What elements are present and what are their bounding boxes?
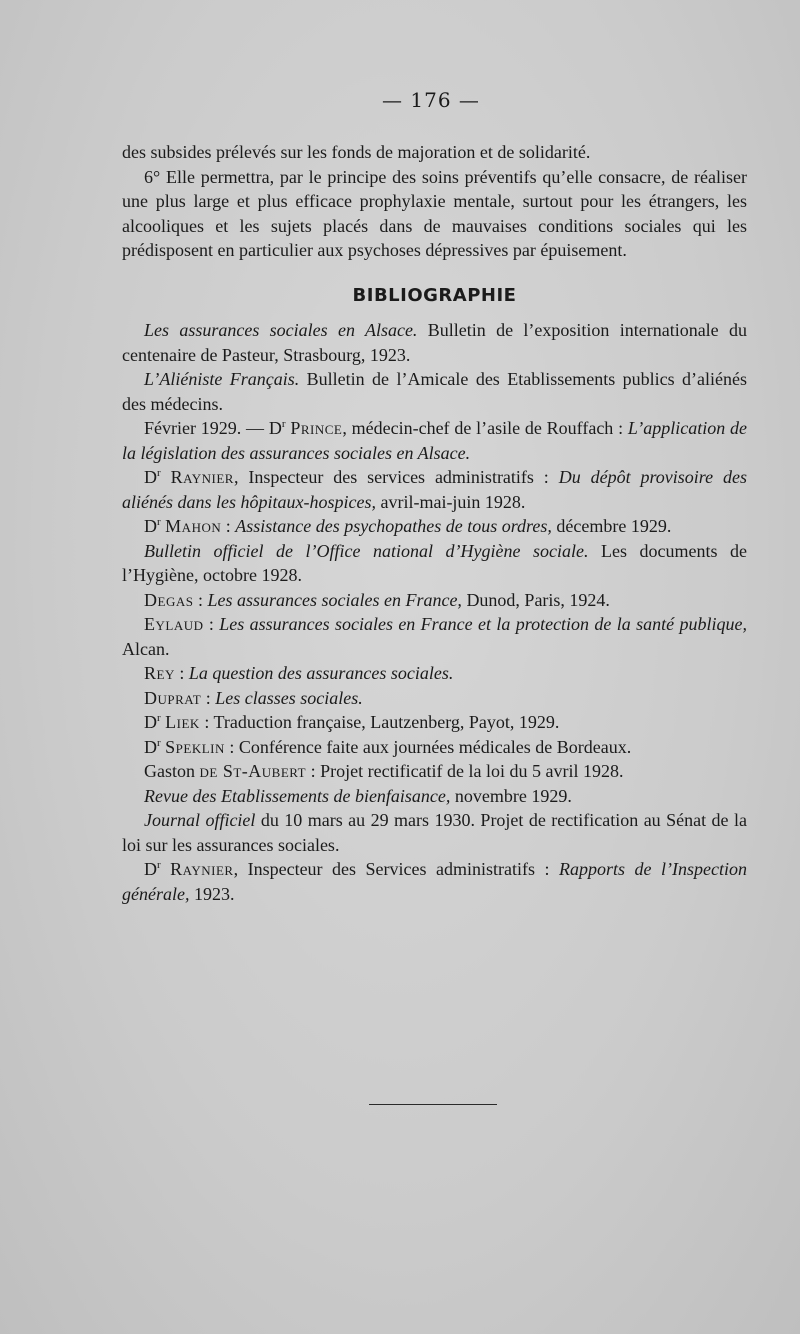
bib-title: Les classes sociales. [215,687,363,708]
bib-entry [122,465,747,514]
bib-details: novembre 1929. [450,785,572,806]
bib-author: Degas [144,589,194,610]
bib-entry [122,808,747,857]
bib-entry [122,612,747,661]
bib-title: Les assurances sociales en France et la protection de la santé publique, [219,614,747,634]
bib-title: Les assurances sociales en France, [207,589,462,610]
bib-author: Duprat [144,687,202,708]
bib-sup: r [157,712,161,724]
bib-mid: : [201,687,216,708]
bib-sup: r [157,467,161,479]
section-heading: BIBLIOGRAPHIE [352,284,517,306]
bib-title: Les assurances sociales en Alsace. [144,320,418,340]
bib-author: Eylaud [144,614,204,634]
bib-sup: r [157,859,161,871]
bib-prefix: Février 1929. — D [144,418,282,438]
bib-title: L’Aliéniste Français. [144,369,300,389]
bib-details: Les documents de l’Hygiène, octobre 1928. [122,540,747,585]
bib-prefix: D [144,859,157,879]
bib-details: Bulletin de l’exposition internationale du centenaire de Pasteur, Strasbourg, 1923. [122,320,747,365]
bib-author: de St-Aubert [199,761,307,781]
bib-details: décembre 1929. [551,516,672,536]
bib-entry [122,759,747,784]
bib-details: Dunod, Paris, 1924. [461,589,610,610]
bib-sup: r [281,418,286,430]
end-rule [369,1104,497,1105]
bib-mid: , Inspecteur des Services administratifs : [233,859,560,879]
bib-details: 1923. [189,883,235,904]
paragraph-point-6: 6° Elle permettra, par le principe des soins préventifs qu’elle consacre, de réaliser une plus large et plus efficace prophylaxie mentale, surtout pour les étrangers, les alcooliques et les sujets placés dans de mauvaises conditions sociales qui les prédisposent en particulier aux psychoses dépressives par épuisement. [122,166,747,260]
bib-details: avril-mai-juin 1928. [375,491,526,512]
bib-details: : Conférence faite aux journées médicales de Bordeaux. [224,736,632,757]
page-number: — 176 — [382,88,480,112]
bib-mid: , Inspecteur des services administratifs : [233,467,559,487]
bib-details: : Traduction française, Lautzenberg, Payot, 1929. [199,712,560,732]
bib-title: Revue des Etablissements de bienfaisance, [144,785,451,806]
bib-prefix: Gaston [144,761,200,781]
bib-entry [122,710,747,735]
bib-title: L’application de la législation des assurances sociales en Alsace. [122,418,747,463]
bib-entry [122,514,747,539]
bib-sup: r [157,516,161,528]
bib-title: La question des assurances sociales. [188,663,454,683]
bib-author: Speklin [165,736,225,757]
bib-author: Mahon [165,516,222,536]
bib-author: Prince [290,418,343,438]
bib-entry [122,318,747,367]
bib-entry [122,686,747,711]
bib-entry [122,416,747,465]
bib-details: du 10 mars au 29 mars 1930. Projet de rectification au Sénat de la loi sur les assurances sociales. [122,810,747,855]
bib-mid: : [203,614,220,634]
bib-author: Raynier [170,859,234,879]
bib-mid: : [193,589,208,610]
bib-prefix: D [144,712,157,732]
bib-title: Assistance des psychopathes de tous ordres, [235,516,552,536]
paragraph-continuation: des subsides prélevés sur les fonds de majoration et de solidarité. [122,142,591,162]
bib-details: : Projet rectificatif de la loi du 5 avril 1928. [306,761,624,781]
bib-details: Bulletin de l’Amicale des Etablissements publics d’aliénés des médecins. [122,369,747,414]
bibliography-list [122,318,747,906]
bib-title: Bulletin officiel de l’Office national d’Hygiène sociale. [144,540,589,561]
bib-details: Alcan. [122,638,170,659]
bib-title: Rapports de l’Inspection générale, [122,859,747,904]
bib-prefix: D [144,516,157,536]
bib-mid: : [221,516,236,536]
bib-entry [122,661,747,686]
bib-sup: r [157,736,161,749]
bib-entry [122,735,747,760]
bib-prefix: D [144,736,157,757]
bib-title: Du dépôt provisoire des aliénés dans les hôpitaux-hospices, [122,467,747,512]
bib-title: Journal officiel [144,810,256,830]
bib-entry [122,784,747,809]
bib-author: Raynier [170,467,234,487]
page-body [122,140,747,906]
bib-entry [122,367,747,416]
bib-author: Liek [165,712,200,732]
bib-entry [122,539,747,588]
bib-mid: : [174,663,189,683]
bib-mid: , médecin-chef de l’asile de Rouffach : [342,418,628,438]
bib-entry [122,588,747,613]
bib-author: Rey [144,663,175,683]
bib-prefix: D [144,467,157,487]
bib-entry [122,857,747,906]
